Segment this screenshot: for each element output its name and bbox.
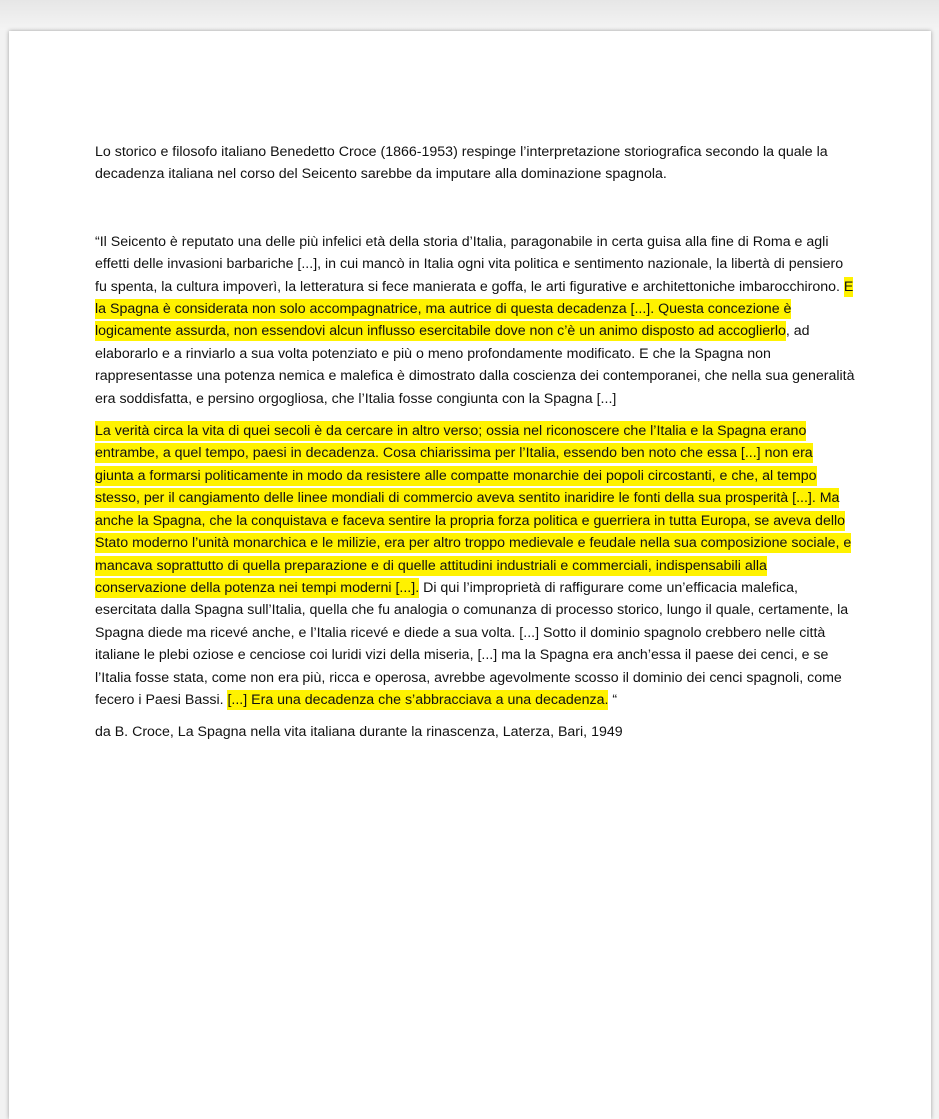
quote-1-text-b: , ad elaborarlo e a rinviarlo a sua volta potenziato e più o meno profondamente modificato. E che la Spagna non rappresentasse una potenza nemica e malefica è dimostrato dalla coscienza dei contemporanei, che nella sua generalità era soddisfatta, e persino orgogliosa, che l’Italia fosse congiunta con la Spagna [...] [95,323,855,407]
quote-2-highlight-a: La verità circa la vita di quei secoli è da cercare in altro verso; ossia nel riconoscere che l’Italia e la Spagna erano entrambe, a quel tempo, paesi in decadenza. Cosa chiarissima per l’Italia, essendo ben noto che essa [...] non era giunta a formarsi politicamente in modo da resistere alle compatte monarchie dei popoli circostanti, e che, al tempo stesso, per il cangiamento delle linee mondiali di commercio aveva sentito inaridire le fonti della sua prosperità [...]. Ma anche la Spagna, che la conquistava e faceva sentire la propria forza politica e guerriera in tutta Europa, se aveva dello Stato moderno l’unità monarchica e le milizie, era per altro troppo medievale e feudale nella sua composizione sociale, e mancava soprattutto di quella preparazione e di quelle attitudini industriali e commerciali, indispensabili alla conservazione della potenza nei tempi moderni [...]. [95,423,852,596]
quote-paragraph-1 [95,231,855,410]
quote-1-text-a: “Il Seicento è reputato una delle più infelici età della storia d’Italia, paragonabile in certa guisa alla fine di Roma e agli effetti delle invasioni barbariche [...], in cui mancò in Italia ogni vita politica e sentimento nazionale, la libertà di pensiero fu spenta, la cultura impoverì, la letteratura si fece manierata e goffa, le arti figurative e architettoniche imbarocchirono. [95,233,844,295]
intro-paragraph: Lo storico e filosofo italiano Benedetto Croce (1866-1953) respinge l’interpretazione storiografica secondo la quale la decadenza italiana nel corso del Seicento sarebbe da imputare alla dominazione spagnola. [95,144,828,183]
citation: da B. Croce, La Spagna nella vita italiana durante la rinascenza, Laterza, Bari, 1949 [95,724,623,741]
quote-2-text-a: Di qui l’improprietà di raffigurare come un’efficacia malefica, esercitata dalla Spagna sull’Italia, quella che fu analogia o comunanza di processo storico, lungo il quale, certamente, la Spagna diede ma ricevé anche, e l’Italia ricevé e diede a sua volta. [...] Sotto il dominio spagnolo crebbero nelle città italiane le plebi oziose e cenciose coi luridi vizi della miseria, [...] ma la Spagna era anch’essa il paese dei cenci, e se l’Italia fosse stata, come non era più, ricca e operosa, avrebbe agevolmente scosso il dominio dei cenci spagnoli, come fecero i Paesi Bassi. [95,579,849,708]
viewer-top-bar [0,0,939,30]
document-content [95,141,855,744]
document-page [9,31,931,1119]
quote-2-text-b: “ [608,691,618,708]
quote-2-highlight-b: [...] Era una decadenza che s’abbracciava a una decadenza. [227,691,609,708]
quote-1-highlight: E la Spagna è considerata non solo accompagnatrice, ma autrice di questa decadenza [...]. Questa concezione è logicamente assurda, non essendovi alcun influsso esercitabile dove non c’è un animo disposto ad accoglierlo [95,278,854,340]
quote-paragraph-2 [95,420,855,711]
